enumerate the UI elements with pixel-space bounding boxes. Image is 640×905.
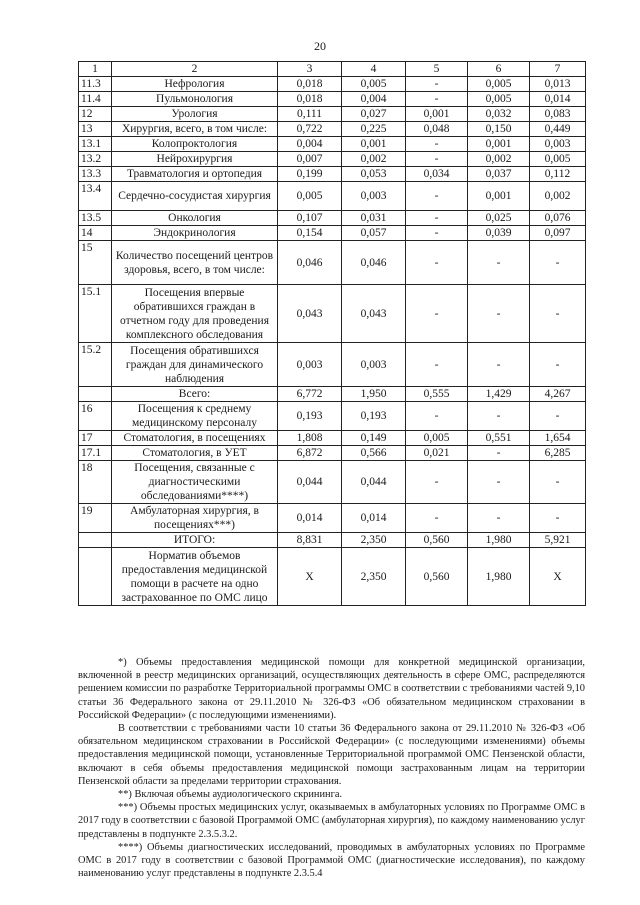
value-cell-3: 0,043 <box>278 285 342 343</box>
table-row <box>79 446 586 461</box>
value-cell-7: - <box>530 504 586 533</box>
value-cell-5: - <box>406 137 468 152</box>
row-number-cell: 19 <box>79 504 112 533</box>
row-number-cell: 11.3 <box>79 77 112 92</box>
value-cell-5: 0,048 <box>406 122 468 137</box>
header-cell-5: 5 <box>406 62 468 77</box>
value-cell-4: 0,002 <box>342 152 406 167</box>
value-cell-7: 0,005 <box>530 152 586 167</box>
value-cell-7: 0,076 <box>530 211 586 226</box>
table-row <box>79 211 586 226</box>
value-cell-6: - <box>468 241 530 285</box>
row-name-cell: Нефрология <box>112 77 278 92</box>
footnote-3: **) Включая объемы аудиологического скрининга. <box>118 789 343 801</box>
table-row <box>79 285 586 343</box>
row-number-cell: 11.4 <box>79 92 112 107</box>
value-cell-5: - <box>406 241 468 285</box>
row-number-cell: 12 <box>79 107 112 122</box>
value-cell-7: 0,097 <box>530 226 586 241</box>
value-cell-7: - <box>530 285 586 343</box>
table-row <box>79 182 586 211</box>
row-name-cell: Стоматология, в УЕТ <box>112 446 278 461</box>
value-cell-5: - <box>406 182 468 211</box>
value-cell-6: 0,001 <box>468 137 530 152</box>
value-cell-6: - <box>468 504 530 533</box>
footnote-1: *) Объемы предоставления медицинской помощи для конкретной медицинской организации, включенной в реестр медицинских организаций, осуществляющих деятельность в сфере ОМС, распределяются решением комиссии по разработке Территориальной программы ОМС в соответствии с требованиями частей 9,10 статьи 36 Федерального закона от 29.11.2010 № 326-ФЗ «Об обязательном медицинском страховании в Российской Федерации» (с последующими изменениями). <box>78 657 585 721</box>
value-cell-6: 0,001 <box>468 182 530 211</box>
value-cell-7: 0,013 <box>530 77 586 92</box>
value-cell-3: 0,005 <box>278 182 342 211</box>
row-number-cell: 13.5 <box>79 211 112 226</box>
value-cell-4: 0,003 <box>342 182 406 211</box>
value-cell-5: - <box>406 152 468 167</box>
row-number-cell: 15 <box>79 241 112 285</box>
value-cell-5: - <box>406 285 468 343</box>
value-cell-6: 1,429 <box>468 387 530 402</box>
value-cell-6: 0,039 <box>468 226 530 241</box>
value-cell-6: 0,150 <box>468 122 530 137</box>
row-name-cell: Посещения к среднему медицинскому персоналу <box>112 402 278 431</box>
value-cell-5: - <box>406 343 468 387</box>
row-name-cell: Норматив объемов предоставления медицинской помощи в расчете на одно застрахованное по ОМС лицо <box>112 548 278 606</box>
value-cell-6: 0,032 <box>468 107 530 122</box>
value-cell-3: 0,044 <box>278 461 342 504</box>
value-cell-7: 1,654 <box>530 431 586 446</box>
row-number-cell: 15.1 <box>79 285 112 343</box>
value-cell-4: 0,004 <box>342 92 406 107</box>
value-cell-3: 0,722 <box>278 122 342 137</box>
value-cell-3: 6,772 <box>278 387 342 402</box>
table-row <box>79 504 586 533</box>
value-cell-5: - <box>406 461 468 504</box>
row-name-cell: Нейрохирургия <box>112 152 278 167</box>
table-row <box>79 402 586 431</box>
row-number-cell: 15.2 <box>79 343 112 387</box>
footnote-5: ****) Объемы диагностических исследований, проводимых в амбулаторных условиях по Программе ОМС в 2017 году в соответствии с базовой Программой ОМС (диагностические исследования), по каждому наименованию услуг представлены в подпункте 2.3.5.4 <box>78 841 585 880</box>
value-cell-3: 0,107 <box>278 211 342 226</box>
value-cell-7: 0,014 <box>530 92 586 107</box>
value-cell-7: 0,449 <box>530 122 586 137</box>
header-cell-1: 1 <box>79 62 112 77</box>
value-cell-6: - <box>468 285 530 343</box>
row-name-cell: Посещения впервые обратившихся граждан в отчетном году для проведения комплексного обследования <box>112 285 278 343</box>
value-cell-4: 0,566 <box>342 446 406 461</box>
table-row <box>79 343 586 387</box>
volume-table <box>78 61 586 606</box>
value-cell-3: 0,014 <box>278 504 342 533</box>
value-cell-6: 0,005 <box>468 77 530 92</box>
header-cell-6: 6 <box>468 62 530 77</box>
table-row <box>79 167 586 182</box>
value-cell-5: - <box>406 92 468 107</box>
table-row <box>79 137 586 152</box>
table-row <box>79 533 586 548</box>
table-row <box>79 107 586 122</box>
header-cell-3: 3 <box>278 62 342 77</box>
value-cell-5: 0,560 <box>406 548 468 606</box>
row-number-cell: 13.1 <box>79 137 112 152</box>
value-cell-5: - <box>406 77 468 92</box>
value-cell-4: 0,043 <box>342 285 406 343</box>
row-name-cell: Онкология <box>112 211 278 226</box>
row-number-cell <box>79 548 112 606</box>
value-cell-3: 0,004 <box>278 137 342 152</box>
row-number-cell <box>79 387 112 402</box>
value-cell-6: 1,980 <box>468 548 530 606</box>
row-name-cell: Пульмонология <box>112 92 278 107</box>
row-name-cell: Стоматология, в посещениях <box>112 431 278 446</box>
value-cell-5: - <box>406 211 468 226</box>
value-cell-3: X <box>278 548 342 606</box>
value-cell-7: - <box>530 241 586 285</box>
value-cell-4: 0,031 <box>342 211 406 226</box>
row-name-cell: Урология <box>112 107 278 122</box>
footnote-2: В соответствии с требованиями части 10 статьи 36 Федерального закона от 29.11.2010 № 326-ФЗ «Об обязательном медицинском страховании в Российской Федерации» (с последующими изменениями) объемы предоставления медицинской помощи, установленные Территориальной программой ОМС Пензенской области, включают в себя объемы предоставления медицинской помощи застрахованным лицам на территории Пензенской области за пределами территории страхования. <box>78 723 585 787</box>
table-row <box>79 461 586 504</box>
value-cell-7: 0,003 <box>530 137 586 152</box>
value-cell-4: 2,350 <box>342 548 406 606</box>
table-row <box>79 77 586 92</box>
row-name-cell: Травматология и ортопедия <box>112 167 278 182</box>
table-body <box>79 62 586 606</box>
row-name-cell: Сердечно-сосудистая хирургия <box>112 182 278 211</box>
value-cell-7: 6,285 <box>530 446 586 461</box>
table-row <box>79 431 586 446</box>
value-cell-3: 1,808 <box>278 431 342 446</box>
row-name-cell: Хирургия, всего, в том числе: <box>112 122 278 137</box>
value-cell-3: 8,831 <box>278 533 342 548</box>
value-cell-3: 0,003 <box>278 343 342 387</box>
value-cell-7: - <box>530 402 586 431</box>
row-name-cell: Амбулаторная хирургия, в посещениях***) <box>112 504 278 533</box>
value-cell-4: 0,027 <box>342 107 406 122</box>
value-cell-6: 0,551 <box>468 431 530 446</box>
footnote-4: ***) Объемы простых медицинских услуг, оказываемых в амбулаторных условиях по Программе ОМС в 2017 году в соответствии с базовой Программой ОМС (амбулаторная хирургия), по каждому наименованию услуг представлены в подпункте 2.3.5.3.2. <box>78 802 585 840</box>
value-cell-3: 0,007 <box>278 152 342 167</box>
row-number-cell: 17 <box>79 431 112 446</box>
row-name-cell: Эндокринология <box>112 226 278 241</box>
value-cell-5: 0,034 <box>406 167 468 182</box>
value-cell-6: 0,005 <box>468 92 530 107</box>
table-row <box>79 226 586 241</box>
page-number: 20 <box>314 39 326 53</box>
value-cell-6: - <box>468 402 530 431</box>
value-cell-5: - <box>406 504 468 533</box>
row-number-cell: 17.1 <box>79 446 112 461</box>
value-cell-7: 0,112 <box>530 167 586 182</box>
value-cell-7: 0,083 <box>530 107 586 122</box>
value-cell-3: 6,872 <box>278 446 342 461</box>
value-cell-4: 0,044 <box>342 461 406 504</box>
table-row <box>79 152 586 167</box>
value-cell-6: - <box>468 461 530 504</box>
value-cell-4: 2,350 <box>342 533 406 548</box>
row-number-cell <box>79 533 112 548</box>
row-name-cell: Колопроктология <box>112 137 278 152</box>
value-cell-4: 0,003 <box>342 343 406 387</box>
value-cell-5: 0,001 <box>406 107 468 122</box>
value-cell-7: 0,002 <box>530 182 586 211</box>
table-row <box>79 92 586 107</box>
value-cell-6: 0,037 <box>468 167 530 182</box>
row-number-cell: 16 <box>79 402 112 431</box>
row-name-cell: Количество посещений центров здоровья, всего, в том числе: <box>112 241 278 285</box>
row-number-cell: 14 <box>79 226 112 241</box>
value-cell-4: 0,005 <box>342 77 406 92</box>
value-cell-6: 0,025 <box>468 211 530 226</box>
value-cell-7: - <box>530 343 586 387</box>
value-cell-5: 0,555 <box>406 387 468 402</box>
value-cell-6: 0,002 <box>468 152 530 167</box>
value-cell-5: - <box>406 402 468 431</box>
row-name-cell: Всего: <box>112 387 278 402</box>
row-number-cell: 13.4 <box>79 182 112 211</box>
value-cell-3: 0,193 <box>278 402 342 431</box>
value-cell-5: 0,560 <box>406 533 468 548</box>
table-header-row <box>79 62 586 77</box>
row-name-cell: Посещения, связанные с диагностическими обследованиями****) <box>112 461 278 504</box>
header-cell-2: 2 <box>112 62 278 77</box>
value-cell-7: - <box>530 461 586 504</box>
table-row <box>79 122 586 137</box>
row-name-cell: ИТОГО: <box>112 533 278 548</box>
header-cell-7: 7 <box>530 62 586 77</box>
header-cell-4: 4 <box>342 62 406 77</box>
value-cell-4: 0,053 <box>342 167 406 182</box>
value-cell-5: - <box>406 226 468 241</box>
table-row <box>79 548 586 606</box>
value-cell-6: - <box>468 446 530 461</box>
row-number-cell: 13.3 <box>79 167 112 182</box>
value-cell-5: 0,005 <box>406 431 468 446</box>
value-cell-4: 0,014 <box>342 504 406 533</box>
value-cell-4: 0,046 <box>342 241 406 285</box>
value-cell-3: 0,154 <box>278 226 342 241</box>
value-cell-3: 0,018 <box>278 77 342 92</box>
row-number-cell: 13 <box>79 122 112 137</box>
value-cell-7: 5,921 <box>530 533 586 548</box>
row-name-cell: Посещения обратившихся граждан для динамического наблюдения <box>112 343 278 387</box>
value-cell-3: 0,199 <box>278 167 342 182</box>
value-cell-4: 0,001 <box>342 137 406 152</box>
value-cell-3: 0,018 <box>278 92 342 107</box>
footnotes <box>78 656 585 880</box>
value-cell-4: 0,225 <box>342 122 406 137</box>
value-cell-3: 0,111 <box>278 107 342 122</box>
value-cell-5: 0,021 <box>406 446 468 461</box>
table-row <box>79 241 586 285</box>
value-cell-6: - <box>468 343 530 387</box>
value-cell-7: 4,267 <box>530 387 586 402</box>
value-cell-7: X <box>530 548 586 606</box>
table-row <box>79 387 586 402</box>
value-cell-4: 1,950 <box>342 387 406 402</box>
row-number-cell: 13.2 <box>79 152 112 167</box>
value-cell-4: 0,149 <box>342 431 406 446</box>
row-number-cell: 18 <box>79 461 112 504</box>
value-cell-6: 1,980 <box>468 533 530 548</box>
value-cell-3: 0,046 <box>278 241 342 285</box>
value-cell-4: 0,057 <box>342 226 406 241</box>
value-cell-4: 0,193 <box>342 402 406 431</box>
